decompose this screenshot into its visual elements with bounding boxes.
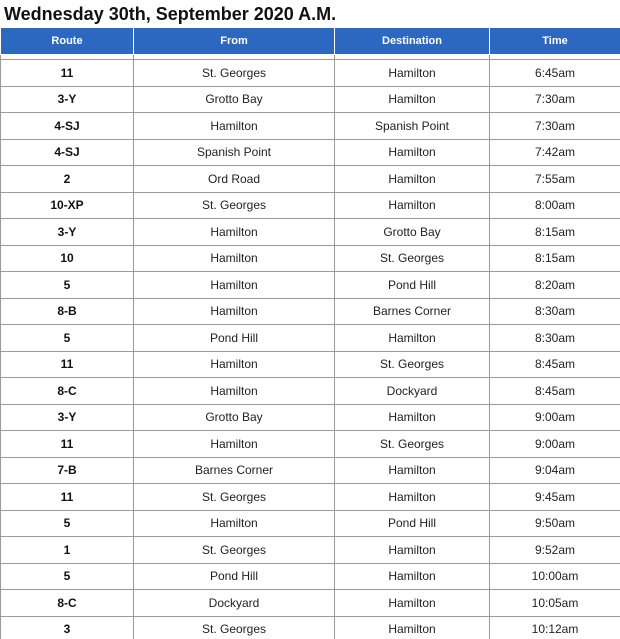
cell-from: Grotto Bay (134, 404, 335, 431)
table-row (1, 537, 620, 564)
table-row (1, 272, 620, 299)
cell-route: 3-Y (1, 219, 134, 246)
cell-from: Dockyard (134, 590, 335, 617)
cell-from: St. Georges (134, 192, 335, 219)
cell-route: 3-Y (1, 86, 134, 113)
cell-route: 7-B (1, 457, 134, 484)
cell-destination: Spanish Point (335, 113, 490, 140)
cell-destination: Pond Hill (335, 510, 490, 537)
table-row (1, 351, 620, 378)
cell-destination: Hamilton (335, 590, 490, 617)
cell-time: 9:52am (490, 537, 620, 564)
header-time: Time (490, 28, 620, 55)
cell-destination: Hamilton (335, 139, 490, 166)
cell-from: St. Georges (134, 484, 335, 511)
table-body (1, 55, 620, 639)
cell-route: 8-C (1, 590, 134, 617)
header-from: From (134, 28, 335, 55)
cell-destination: Barnes Corner (335, 298, 490, 325)
header-route: Route (1, 28, 134, 55)
cell-destination: Hamilton (335, 325, 490, 352)
cell-from: Hamilton (134, 378, 335, 405)
table-row (1, 192, 620, 219)
table-row (1, 86, 620, 113)
cell-route: 8-C (1, 378, 134, 405)
cell-destination: Dockyard (335, 378, 490, 405)
cell-time: 9:50am (490, 510, 620, 537)
cell-from: Hamilton (134, 298, 335, 325)
cell-time: 9:00am (490, 404, 620, 431)
cell-route: 4-SJ (1, 139, 134, 166)
cell-from: Ord Road (134, 166, 335, 193)
cell-route: 11 (1, 431, 134, 458)
cell-time: 8:00am (490, 192, 620, 219)
cell-route: 10 (1, 245, 134, 272)
cell-destination: Pond Hill (335, 272, 490, 299)
cell-route: 2 (1, 166, 134, 193)
cell-route: 5 (1, 563, 134, 590)
table-row (1, 113, 620, 140)
cell-destination: St. Georges (335, 431, 490, 458)
cell-time: 8:15am (490, 245, 620, 272)
cell-destination: Hamilton (335, 404, 490, 431)
cell-from: St. Georges (134, 537, 335, 564)
cell-route: 8-B (1, 298, 134, 325)
table-row (1, 616, 620, 639)
table-row (1, 484, 620, 511)
bus-schedule-table (0, 28, 620, 639)
cell-time: 10:05am (490, 590, 620, 617)
cell-destination: Hamilton (335, 166, 490, 193)
cell-from: Hamilton (134, 219, 335, 246)
cell-destination: Hamilton (335, 457, 490, 484)
table-row (1, 457, 620, 484)
cell-from: Grotto Bay (134, 86, 335, 113)
cell-time: 9:45am (490, 484, 620, 511)
cell-route: 11 (1, 484, 134, 511)
cell-destination: Hamilton (335, 192, 490, 219)
cell-route: 10-XP (1, 192, 134, 219)
cell-time: 9:00am (490, 431, 620, 458)
table-row (1, 60, 620, 87)
cell-route: 11 (1, 351, 134, 378)
cell-time: 10:12am (490, 616, 620, 639)
table-row (1, 139, 620, 166)
cell-from: Hamilton (134, 351, 335, 378)
cell-from: Hamilton (134, 113, 335, 140)
cell-route: 1 (1, 537, 134, 564)
cell-destination: Hamilton (335, 60, 490, 87)
cell-route: 3-Y (1, 404, 134, 431)
cell-from: Barnes Corner (134, 457, 335, 484)
header-destination: Destination (335, 28, 490, 55)
cell-from: Spanish Point (134, 139, 335, 166)
cell-from: Hamilton (134, 431, 335, 458)
cell-time: 7:30am (490, 86, 620, 113)
table-row (1, 590, 620, 617)
cell-route: 4-SJ (1, 113, 134, 140)
cell-time: 8:30am (490, 325, 620, 352)
cell-route: 5 (1, 272, 134, 299)
cell-time: 6:45am (490, 60, 620, 87)
cell-destination: Hamilton (335, 86, 490, 113)
cell-time: 8:20am (490, 272, 620, 299)
cell-from: Pond Hill (134, 563, 335, 590)
cell-time: 8:30am (490, 298, 620, 325)
table-row (1, 378, 620, 405)
cell-destination: Hamilton (335, 616, 490, 639)
cell-destination: Hamilton (335, 563, 490, 590)
table-row (1, 510, 620, 537)
cell-time: 7:42am (490, 139, 620, 166)
cell-time: 7:55am (490, 166, 620, 193)
table-row (1, 245, 620, 272)
cell-time: 7:30am (490, 113, 620, 140)
cell-route: 3 (1, 616, 134, 639)
page-title: Wednesday 30th, September 2020 A.M. (4, 4, 337, 24)
cell-route: 5 (1, 325, 134, 352)
cell-destination: St. Georges (335, 245, 490, 272)
cell-time: 10:00am (490, 563, 620, 590)
cell-route: 5 (1, 510, 134, 537)
cell-destination: Hamilton (335, 537, 490, 564)
table-header-row (1, 28, 620, 55)
table-row (1, 404, 620, 431)
cell-destination: Grotto Bay (335, 219, 490, 246)
cell-from: Hamilton (134, 272, 335, 299)
cell-time: 8:15am (490, 219, 620, 246)
table-row (1, 166, 620, 193)
cell-time: 9:04am (490, 457, 620, 484)
cell-destination: St. Georges (335, 351, 490, 378)
cell-from: St. Georges (134, 616, 335, 639)
cell-route: 11 (1, 60, 134, 87)
cell-destination: Hamilton (335, 484, 490, 511)
cell-from: Hamilton (134, 245, 335, 272)
table-row (1, 431, 620, 458)
table-row (1, 219, 620, 246)
table-row (1, 563, 620, 590)
cell-time: 8:45am (490, 351, 620, 378)
cell-from: Pond Hill (134, 325, 335, 352)
cell-time: 8:45am (490, 378, 620, 405)
table-row (1, 325, 620, 352)
cell-from: Hamilton (134, 510, 335, 537)
table-row (1, 298, 620, 325)
cell-from: St. Georges (134, 60, 335, 87)
